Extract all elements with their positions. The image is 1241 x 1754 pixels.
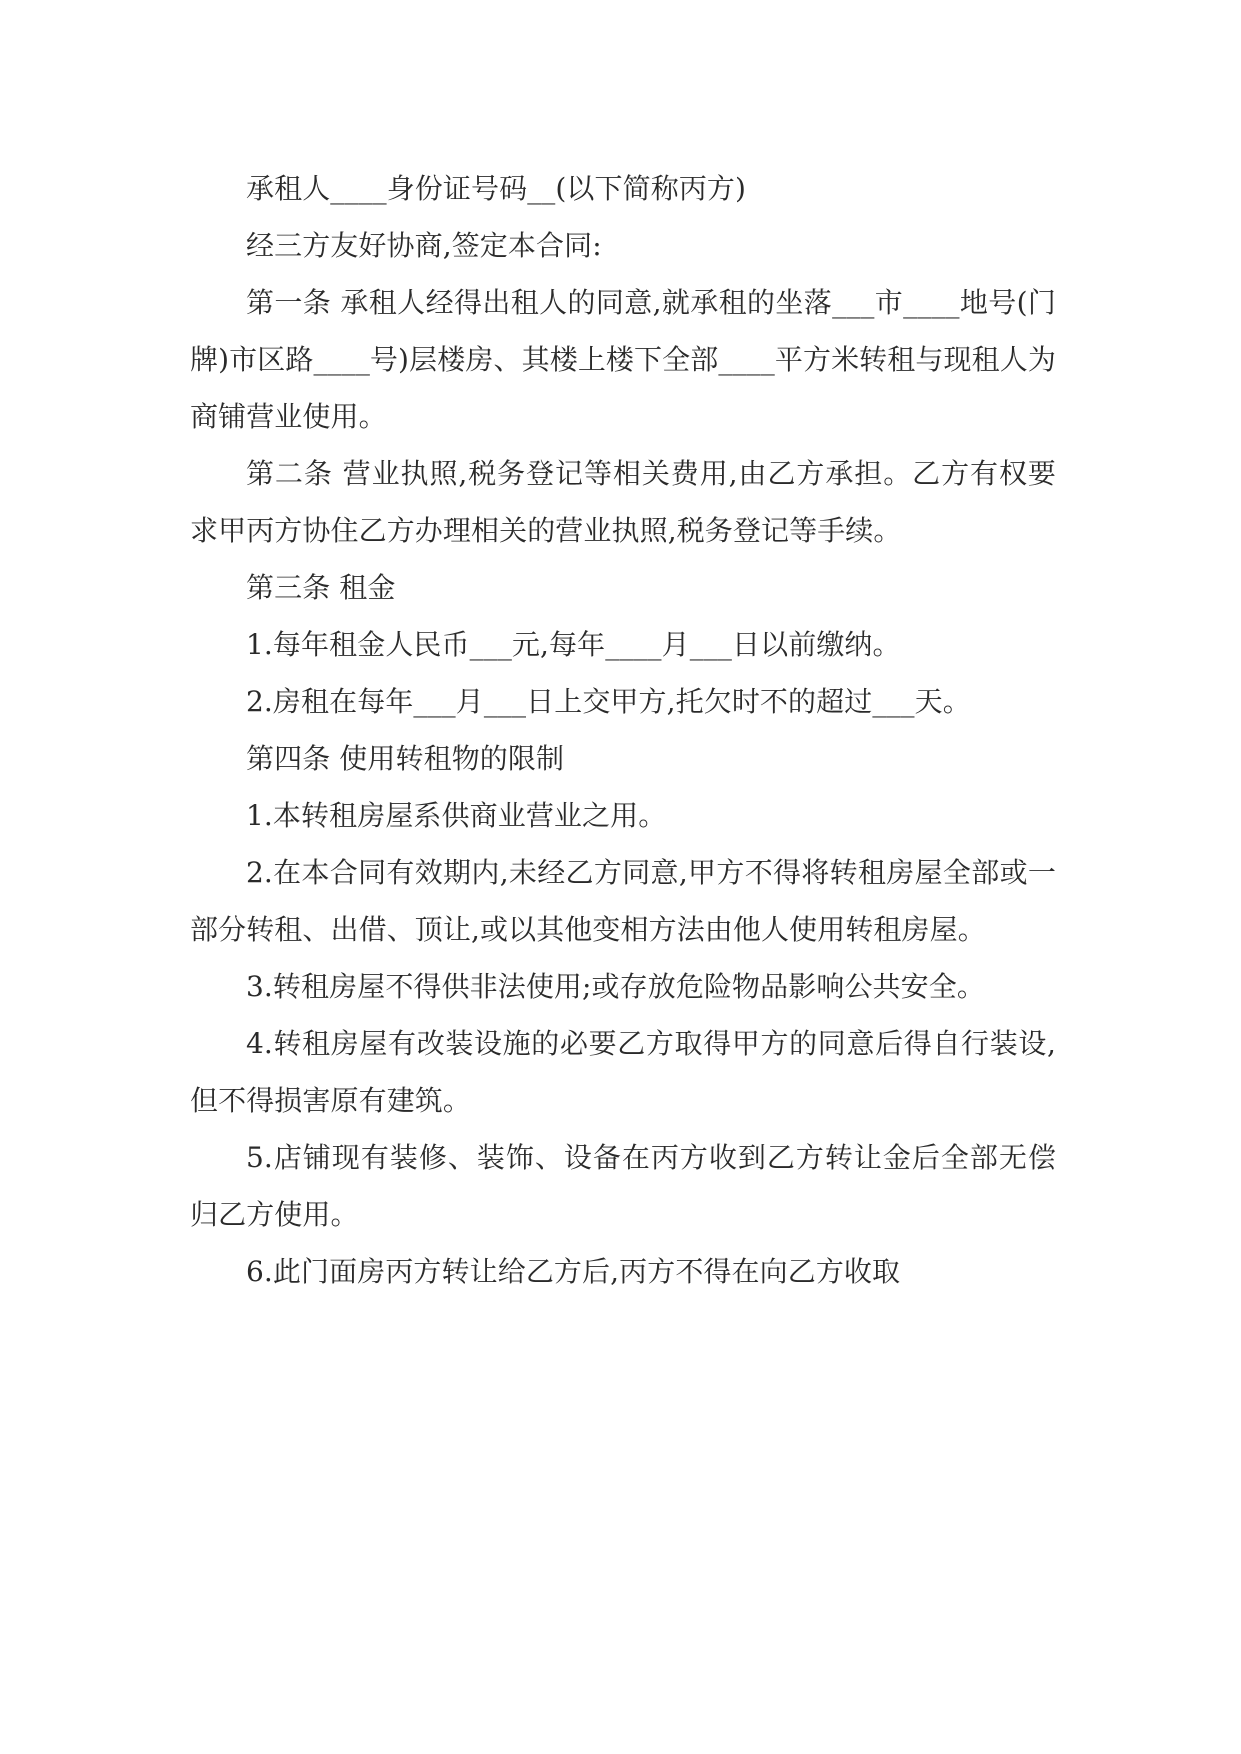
paragraph-article-1: 第一条 承租人经得出租人的同意,就承租的坐落___市____地号(门牌)市区路____号)层楼房、其楼上楼下全部____平方米转租与现租人为商铺营业使用。 [190,286,1056,433]
paragraph-restriction-1: 1.本转租房屋系供商业营业之用。 [246,799,667,832]
paragraph-restriction-6: 6.此门面房丙方转让给乙方后,丙方不得在向乙方收取 [246,1255,901,1288]
paragraph-agreement: 经三方友好协商,签定本合同: [246,229,602,262]
paragraph-restriction-3: 3.转租房屋不得供非法使用;或存放危险物品影响公共安全。 [246,970,985,1003]
paragraph-restriction-5: 5.店铺现有装修、装饰、设备在丙方收到乙方转让金后全部无偿归乙方使用。 [190,1141,1056,1231]
paragraph-tenant-id: 承租人____身份证号码__(以下简称丙方) [246,172,747,205]
paragraph-article-2: 第二条 营业执照,税务登记等相关费用,由乙方承担。乙方有权要求甲丙方协住乙方办理相关的营业执照,税务登记等手续。 [190,457,1056,547]
paragraph-rent-item-1: 1.每年租金人民币___元,每年____月___日以前缴纳。 [246,628,901,661]
paragraph-rent-item-2: 2.房租在每年___月___日上交甲方,托欠时不的超过___天。 [246,685,971,718]
paragraph-article-4-heading: 第四条 使用转租物的限制 [246,742,565,775]
paragraph-restriction-4: 4.转租房屋有改装设施的必要乙方取得甲方的同意后得自行装设,但不得损害原有建筑。 [190,1027,1056,1117]
paragraph-article-3-heading: 第三条 租金 [246,571,396,604]
paragraph-restriction-2: 2.在本合同有效期内,未经乙方同意,甲方不得将转租房屋全部或一部分转租、出借、顶让,或以其他变相方法由他人使用转租房屋。 [190,856,1056,946]
document-body [190,160,1056,1300]
